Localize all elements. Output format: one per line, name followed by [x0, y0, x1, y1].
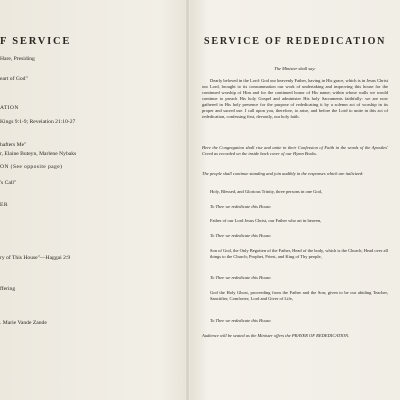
response-line: To Thee we rededicate this House.: [210, 204, 272, 209]
program-line: r, Elaine Buteyn, Marlene Nybaks: [0, 151, 77, 157]
program-line: Hare, Presiding: [0, 56, 35, 62]
program-line: hafters Me": [0, 142, 27, 148]
standing-instruction: The people shall continue standing and join audibly in the responses which are italicized:: [202, 171, 364, 176]
response-line: Son of God, the Only Begotten of the Father, Head of the body, which is the Church; Head over all things to the Church; Prophet, Priest, and King of Thy people,: [210, 248, 388, 260]
program-line: ffering: [0, 286, 16, 292]
response-line: To Thee we rededicate this House.: [210, 233, 272, 238]
program-line: ATION: [0, 105, 19, 111]
program-line: ON (See opposite page): [0, 164, 63, 170]
minister-heading: The Minister shall say:: [274, 66, 316, 71]
left-page: [0, 0, 184, 400]
program-line: ER: [0, 202, 8, 208]
response-line: To Thee we rededicate this House.: [210, 275, 272, 280]
program-line: . Marie Vande Zande: [0, 320, 47, 326]
response-line: God the Holy Ghost, proceeding from the Father and the Son; given to be our abiding Teacher, Sanctifier, Comforter; Lord and Giver of Life,: [210, 290, 388, 302]
left-page-title: F SERVICE: [0, 36, 72, 47]
response-line: Holy, Blessed, and Glorious Trinity, three persons in one God,: [210, 189, 323, 194]
response-line: To Thee we rededicate this House.: [210, 318, 272, 323]
minister-address: Dearly beloved in the Lord: God our heavenly Father, having in His grace, which is in Jesus Christ our Lord, brought to its consummation our work of undertaking and improving this house for the continued worship of Him and for the continued honor of His name; within whose walls we would continue to preach His holy Gospel and administer His holy Sacraments faithfully: we are now gathered in His holy presence for the purpose of rededicating it by a solemn act of worship in its proper and sacred use. I call upon you, therefore, to arise, and before the Lord to unite in this act of rededication, confessing first, devoutly, our holy faith.: [202, 78, 388, 120]
program-line: eart of God": [0, 76, 28, 82]
center-fold: [186, 0, 190, 400]
creed-instruction: Here the Congregation shall rise and unite in their Confession of Faith in the words of the Apostles' Creed as recorded on the inside back cover of our Hymn Books.: [202, 145, 388, 157]
right-page: [196, 0, 394, 400]
program-line: 's Call": [0, 180, 17, 186]
program-line: Kings 9:1-9; Revelation 21:10-27: [0, 119, 76, 125]
program-line: ry of This House"—Haggai 2:9: [0, 255, 71, 261]
response-line: Father of our Lord Jesus Christ, our Father who art in heaven,: [210, 218, 322, 223]
closing-note: Audience will be seated as the Minister offers the PRAYER OF REDEDICATION.: [202, 333, 350, 338]
service-title: SERVICE OF REDEDICATION: [204, 36, 387, 47]
